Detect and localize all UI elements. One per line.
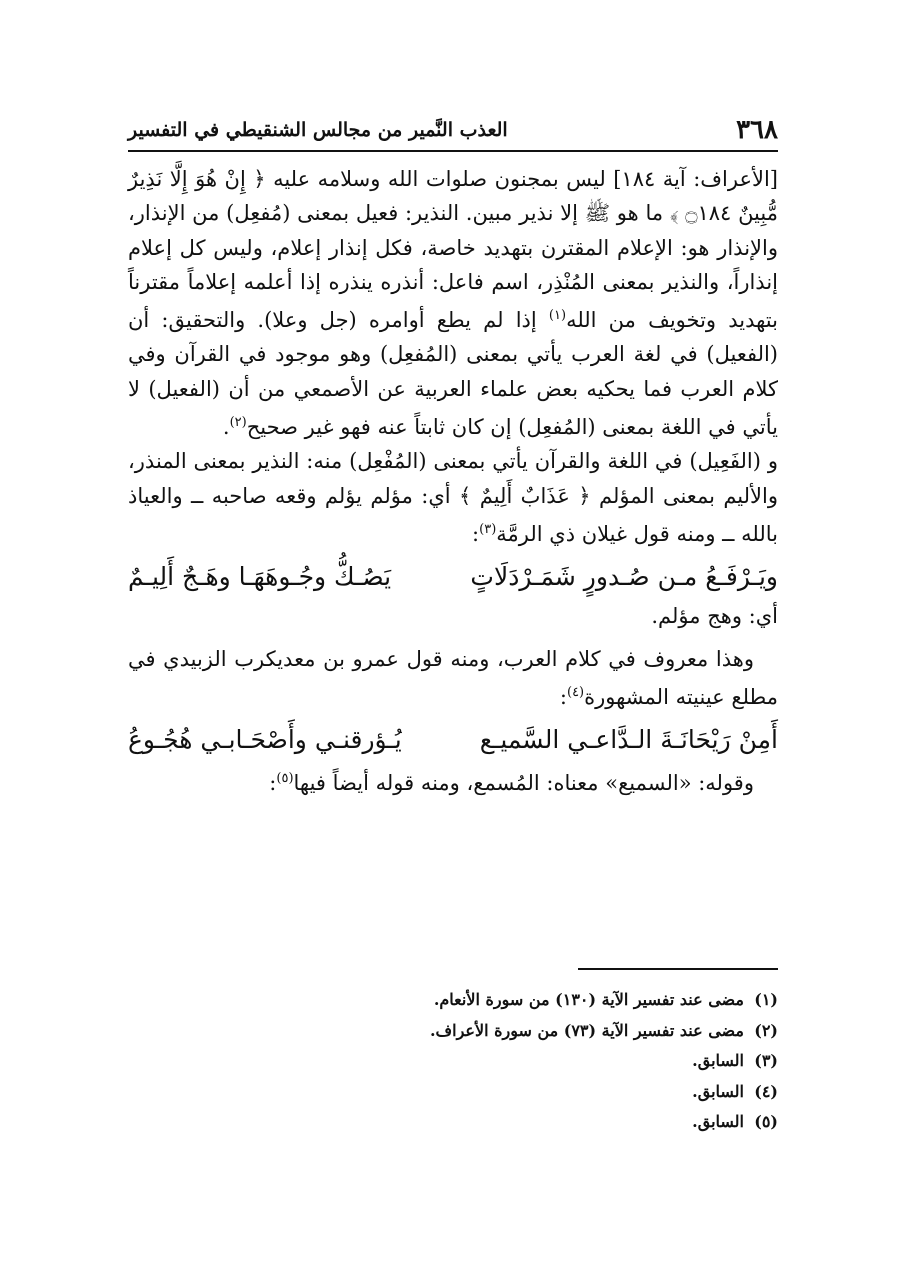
punctuation: :	[559, 684, 567, 709]
header-rule	[128, 150, 778, 152]
main-text	[128, 162, 778, 800]
paragraph	[128, 642, 778, 715]
punctuation: :	[472, 521, 480, 546]
verse-note: أي: وهج مؤلم.	[651, 604, 778, 629]
punctuation: .	[222, 415, 230, 440]
paragraph-text: وهذا معروف في كلام العرب، ومنه قول عمرو بن معديكرب الزبيدي في مطلع عينيته المشهورة	[128, 646, 778, 709]
paragraph	[128, 762, 778, 800]
footnote-ref: (١)	[548, 308, 567, 324]
poetry-verse	[128, 555, 778, 599]
page-number: ٣٦٨	[736, 115, 778, 145]
footnote-text: السابق.	[692, 1112, 744, 1131]
paragraph	[128, 444, 778, 551]
footnote-text: السابق.	[692, 1051, 744, 1070]
footnote-text: مضى عند تفسير الآية (٧٣) من سورة الأعراف.	[429, 1020, 744, 1040]
footnote-number: (٢)	[754, 1020, 778, 1040]
footnotes	[128, 985, 778, 1138]
footnote-number: (٤)	[754, 1081, 778, 1101]
paragraph	[128, 162, 778, 444]
punctuation: :	[269, 771, 277, 796]
page-header	[128, 112, 778, 148]
footnote	[128, 985, 778, 1016]
footnote	[128, 1077, 778, 1108]
verse-second-hemistich: يَصُـكُّ وجُـوهَهَـا وهَـجٌ أَلِيـمٌ	[128, 562, 392, 592]
footnote-ref: (٢)	[229, 415, 247, 431]
footnote	[128, 1046, 778, 1077]
paragraph-text: و (الفَعِيل) في اللغة والقرآن يأتي بمعنى (المُفْعِل) منه: النذير بمعنى المنذر، والأليم بمعنى المؤلم ﴿ عَذَابٌ أَلِيمٌ ﴾ أي: مؤلم يؤلم وقعه صاحبه ــ والعياذ بالله ــ ومنه قول غيلان ذي الرمَّة	[128, 449, 778, 546]
verse-first-hemistich: أَمِنْ رَيْحَانَـةَ الـدَّاعـي السَّميـع	[479, 725, 778, 755]
paragraph-text: إذا لم يطع أوامره (جل وعلا). والتحقيق: أن (الفعيل) في لغة العرب يأتي بمعنى (المُفعِل) وهو موجود في القرآن وفي كلام العرب فما يحكيه بعض علماء العربية عن الأصمعي من أن (الفعيل) لا يأتي في اللغة بمعنى (المُفعِل) إن كان ثابتاً عنه فهو غير صحيح	[128, 308, 778, 440]
footnote	[128, 1016, 778, 1047]
verse-second-hemistich: يُـؤرقنـي وأَصْحَـابـي هُجُـوعُ	[128, 725, 402, 755]
verse-first-hemistich: ويَـرْفَـعُ مـن صُـدورٍ شَمَـرْدَلَاتٍ	[470, 562, 778, 592]
footnote-number: (٣)	[754, 1051, 778, 1070]
footnote-ref: (٤)	[566, 684, 585, 700]
footnote-text: السابق.	[692, 1081, 744, 1101]
footnote-number: (١)	[754, 990, 778, 1009]
paragraph-text: وقوله: «السميع» معناه: المُسمع، ومنه قوله أيضاً فيها	[293, 771, 754, 796]
footnote-text: مضى عند تفسير الآية (١٣٠) من سورة الأنعام.	[433, 990, 744, 1009]
footnote-number: (٥)	[754, 1112, 778, 1131]
paragraph-text: [الأعراف: آية ١٨٤] ليس بمجنون صلوات الله وسلامه عليه ﴿ إِنْ هُوَ إِلَّا نَذِيرٌ مُّبِينٌ ۝١٨٤ ﴾ ما هو ﷺ إلا نذير مبين. النذير: فعيل بمعنى (مُفعِل) من الإنذار، والإنذار هو: الإعلام المقترن بتهديد خاصة، فكل إنذار إعلام، وليس كل إعلام إنذاراً، والنذير بمعنى المُنْذِر، اسم فاعل: أنذره ينذره إذا أعلمه إعلاماً مقترناً بتهديد وتخويف من الله	[128, 167, 778, 333]
footnote-rule	[578, 968, 778, 970]
footnote	[128, 1107, 778, 1138]
footnote-ref: (٥)	[276, 771, 294, 787]
footnote-ref: (٣)	[479, 521, 497, 537]
running-title: العذب النَّمير من مجالس الشنقيطي في التفسير	[128, 119, 508, 141]
poetry-verse	[128, 718, 778, 762]
